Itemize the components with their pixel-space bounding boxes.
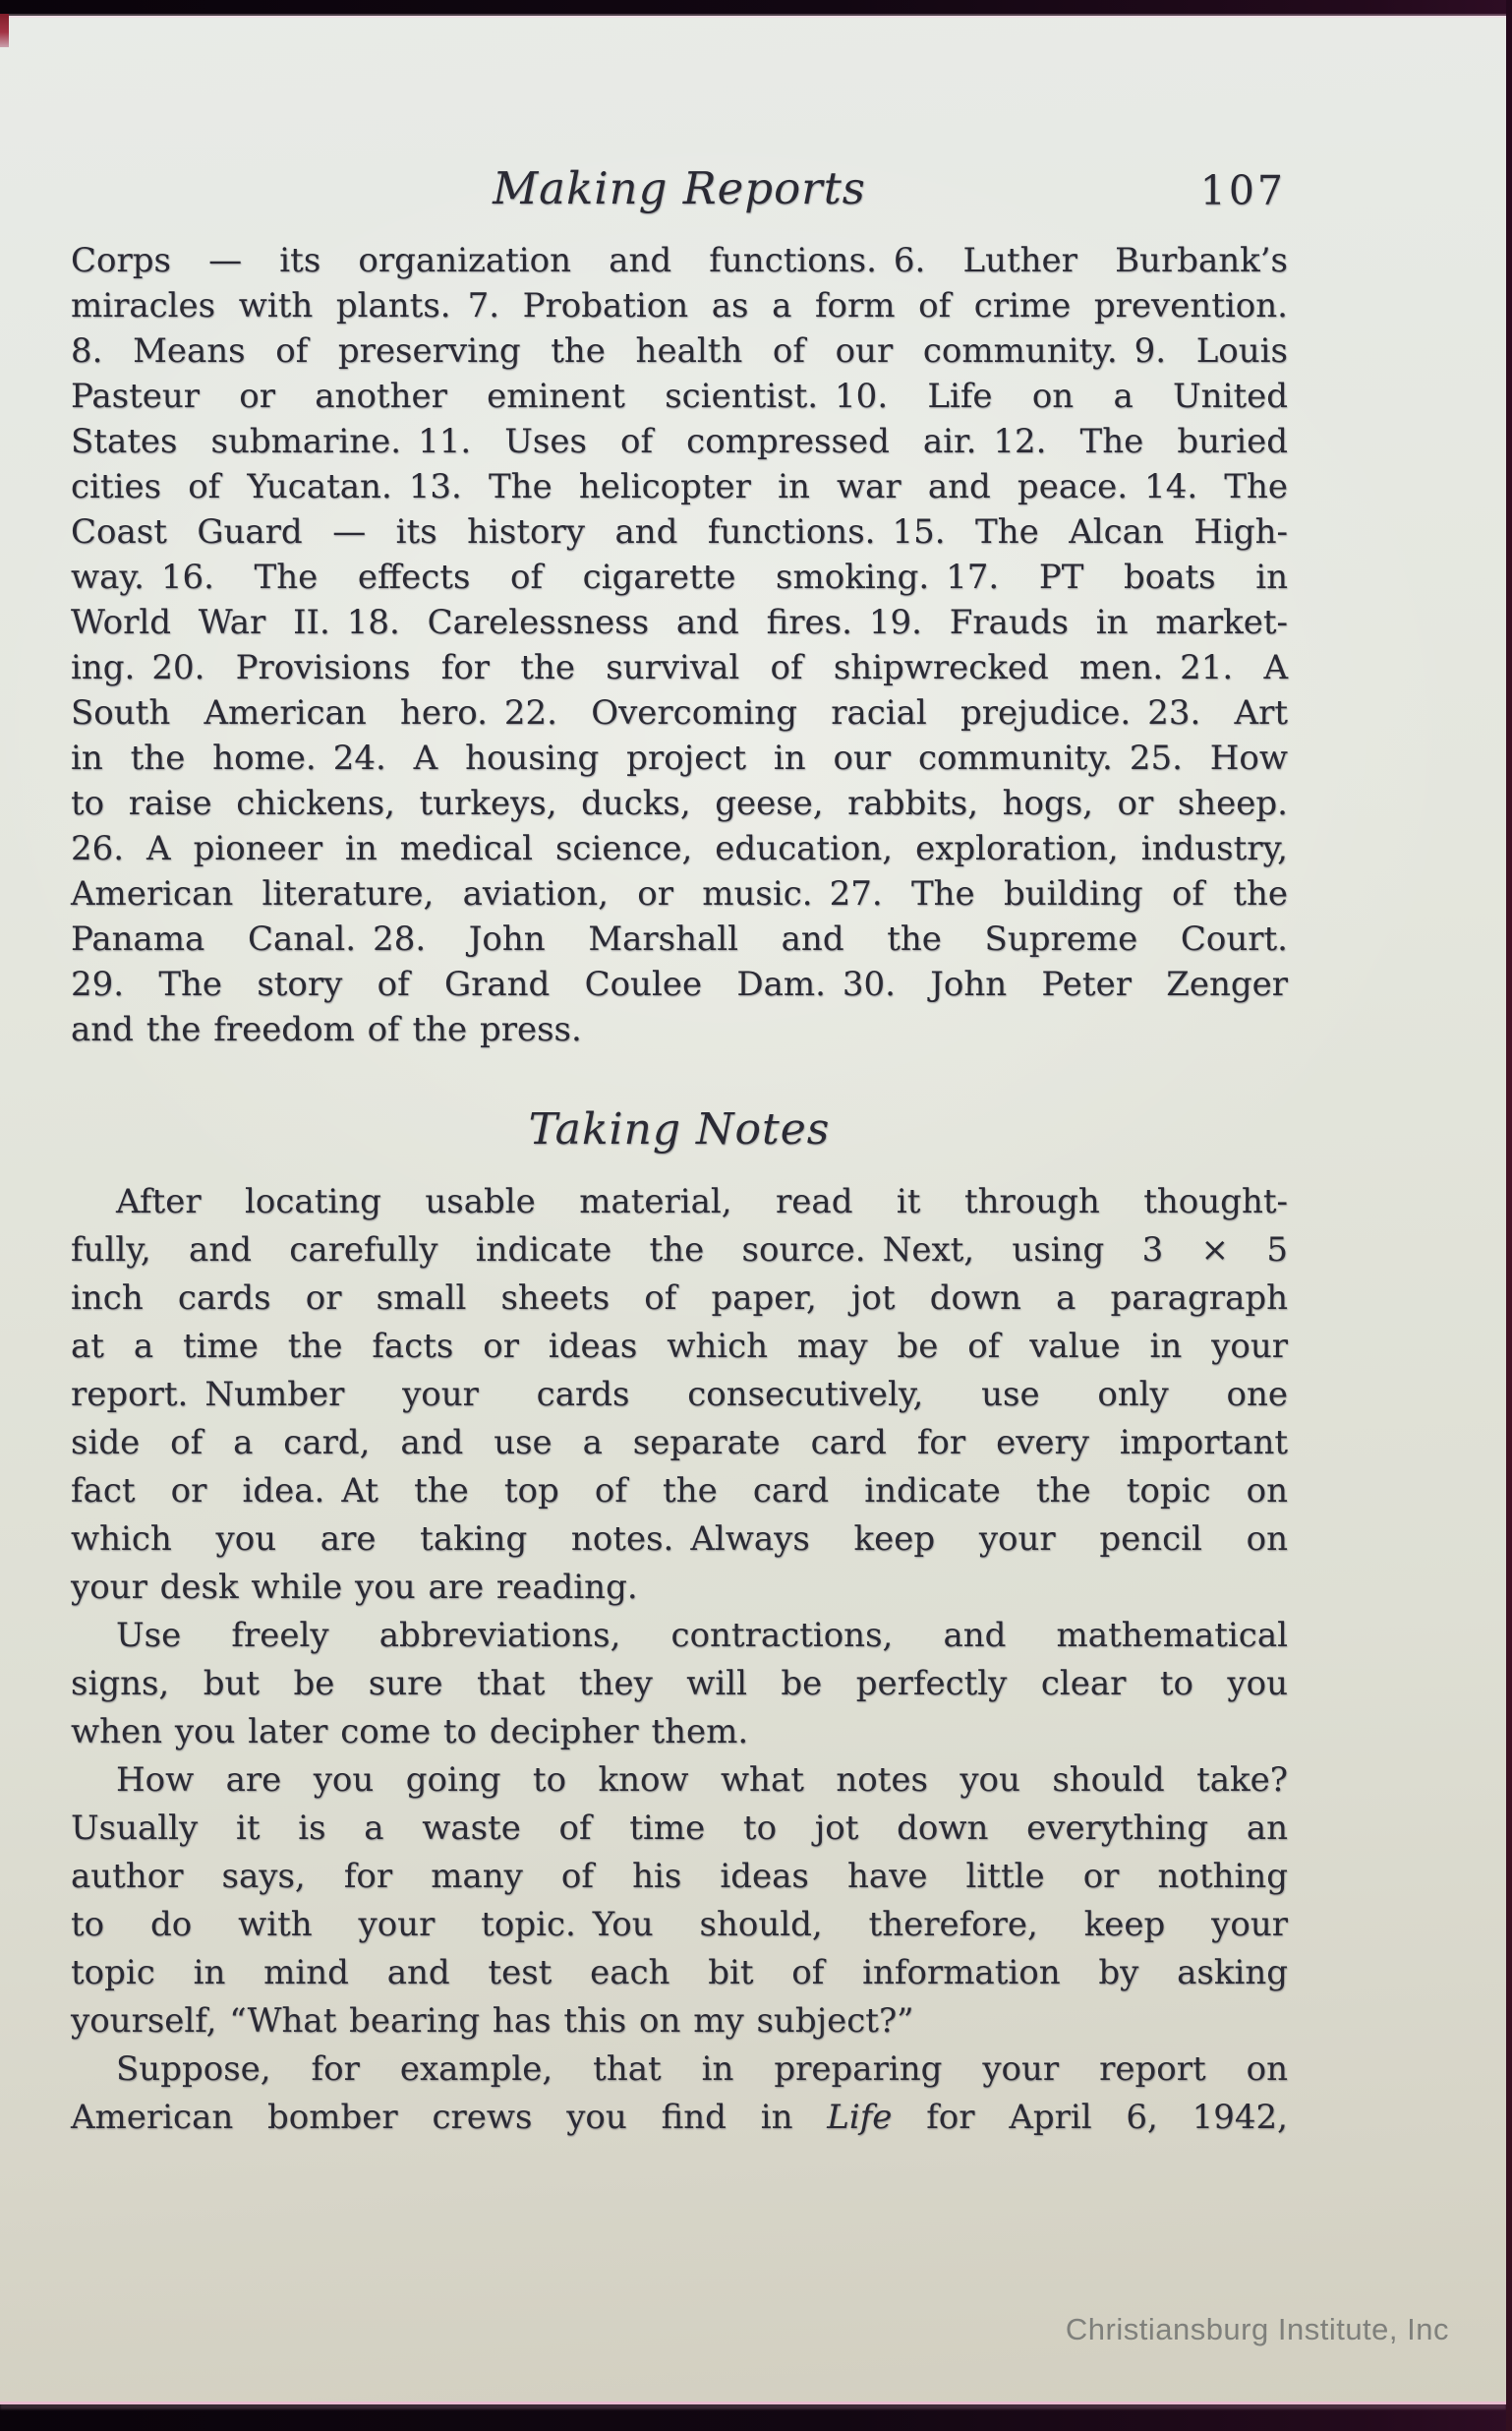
paragraph	[71, 1178, 1288, 1612]
page-title: Making Reports	[493, 162, 866, 214]
text-line: way. 16. The effects of cigarette smoking. 17. PT boats in	[71, 558, 1288, 597]
book-page	[0, 16, 1506, 2404]
text-line: ing. 20. Provisions for the survival of shipwrecked men. 21. A	[71, 648, 1288, 687]
text-line: Use freely abbreviations, contractions, and mathematical	[116, 1616, 1288, 1655]
paragraph	[71, 1756, 1288, 2046]
text-line: South American hero. 22. Overcoming racial prejudice. 23. Art	[71, 693, 1288, 733]
text-line: fact or idea. At the top of the card indicate the topic on	[71, 1471, 1288, 1511]
red-edge-mark	[0, 14, 9, 47]
text-line: Coast Guard — its history and functions. 15. The Alcan High-	[71, 512, 1288, 552]
text-segment: American bomber crews you find in	[71, 2098, 828, 2137]
text-line: which you are taking notes. Always keep your pencil on	[71, 1519, 1288, 1559]
italic-word: Life	[827, 2098, 893, 2137]
text-line: 8. Means of preserving the health of our community. 9. Louis	[71, 331, 1288, 371]
body-paragraphs	[71, 1178, 1288, 2142]
text-line: inch cards or small sheets of paper, jot down a paragraph	[71, 1278, 1288, 1318]
text-line: Corps — its organization and functions. 6. Luther Burbank’s	[71, 241, 1288, 280]
section-heading: Taking Notes	[528, 1104, 831, 1155]
text-line: your desk while you are reading.	[71, 1568, 638, 1607]
text-line: fully, and carefully indicate the source. Next, using 3 × 5	[71, 1230, 1288, 1270]
text-line: 29. The story of Grand Coulee Dam. 30. John Peter Zenger	[71, 965, 1288, 1004]
text-line: report. Number your cards consecutively, use only one	[71, 1375, 1288, 1414]
text-line: signs, but be sure that they will be perfectly clear to you	[71, 1664, 1288, 1703]
text-line: author says, for many of his ideas have little or nothing	[71, 1857, 1288, 1896]
book-edge-shadow	[1506, 0, 1512, 2431]
text-line: to raise chickens, turkeys, ducks, geese, rabbits, hogs, or sheep.	[71, 784, 1288, 823]
text-line: yourself, “What bearing has this on my subject?”	[71, 2001, 914, 2041]
text-line	[71, 2094, 1288, 2142]
text-line: in the home. 24. A housing project in our community. 25. How	[71, 739, 1288, 778]
text-line: World War II. 18. Carelessness and fires. 19. Frauds in market-	[71, 603, 1288, 642]
text-line: Pasteur or another eminent scientist. 10. Life on a United	[71, 377, 1288, 416]
text-line: side of a card, and use a separate card for every important	[71, 1423, 1288, 1462]
text-segment: for April 6, 1942,	[892, 2098, 1288, 2137]
text-line: 26. A pioneer in medical science, education, exploration, industry,	[71, 829, 1288, 868]
text-line: Usually it is a waste of time to jot down everything an	[71, 1808, 1288, 1848]
text-line: at a time the facts or ideas which may be of value in your	[71, 1327, 1288, 1366]
text-line: when you later come to decipher them.	[71, 1712, 749, 1751]
text-line: and the freedom of the press.	[71, 1010, 582, 1049]
text-line: American literature, aviation, or music. 27. The building of the	[71, 874, 1288, 914]
text-line: Panama Canal. 28. John Marshall and the Supreme Court.	[71, 919, 1288, 959]
text-line: to do with your topic. You should, therefore, keep your	[71, 1905, 1288, 1944]
text-line: How are you going to know what notes you should take?	[116, 1760, 1288, 1800]
text-line: After locating usable material, read it through thought-	[116, 1182, 1288, 1221]
paragraph	[71, 1612, 1288, 1756]
page-number: 107	[1199, 167, 1286, 214]
text-line: States submarine. 11. Uses of compressed air. 12. The buried	[71, 422, 1288, 461]
watermark: Christiansburg Institute, Inc	[1065, 2312, 1449, 2346]
text-line: miracles with plants. 7. Probation as a form of crime prevention.	[71, 286, 1288, 326]
topic-list-continuation	[71, 238, 1288, 1052]
page-header	[71, 159, 1288, 222]
text-line: cities of Yucatan. 13. The helicopter in war and peace. 14. The	[71, 467, 1288, 506]
text-line: Suppose, for example, that in preparing your report on	[116, 2049, 1288, 2089]
text-line: topic in mind and test each bit of information by asking	[71, 1953, 1288, 1992]
paragraph	[71, 2046, 1288, 2142]
